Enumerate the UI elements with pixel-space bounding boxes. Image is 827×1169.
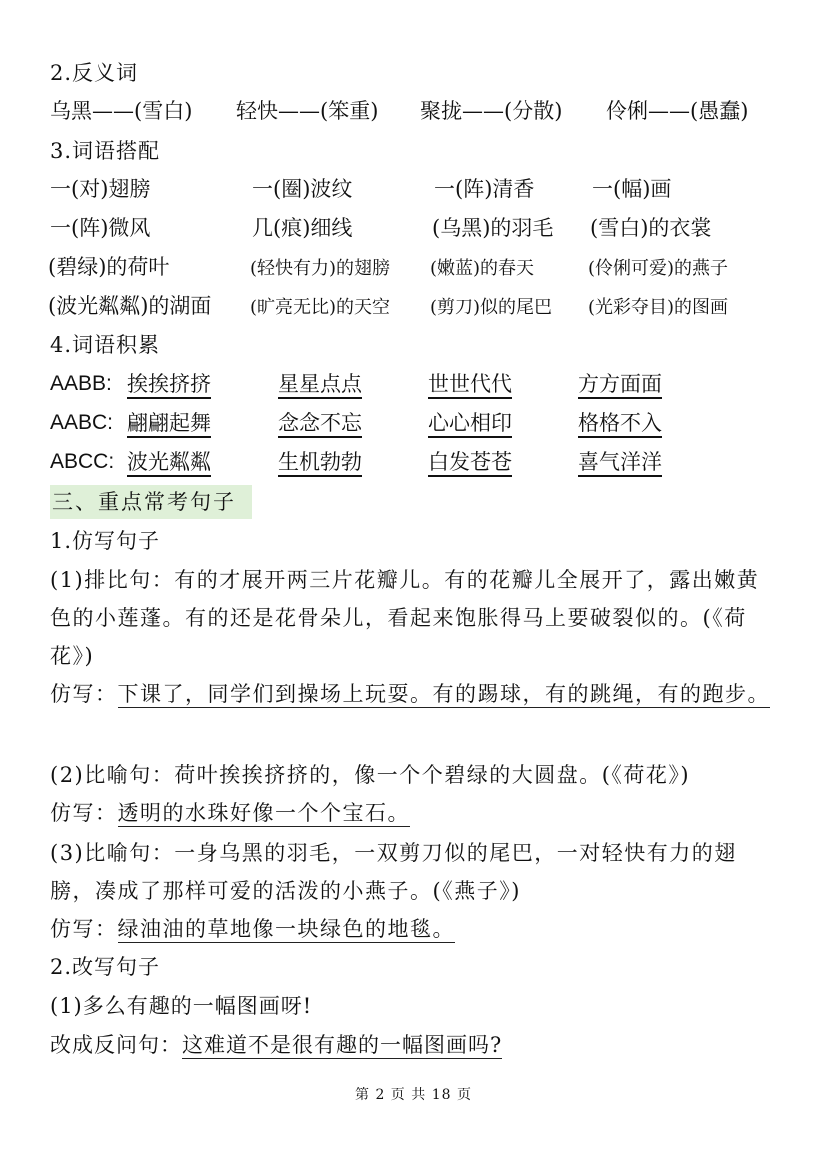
imitation-heading: 1.仿写句子 (50, 529, 161, 553)
rewrite-label: 改成反问句： (50, 1033, 182, 1057)
pattern-word: 格格不入 (578, 411, 662, 435)
pattern-word: 心心相印 (428, 411, 512, 435)
rewrite-answer: 这难道不是很有趣的一幅图画吗? (182, 1033, 503, 1057)
imitation-answer: 绿油油的草地像一块绿色的地毯。 (117, 917, 455, 941)
pattern-label: ABCC: (50, 450, 115, 473)
pattern-label: AABC: (50, 411, 114, 434)
imitation-answer: 下课了，同学们到操场上玩耍。有的踢球，有的跳绳，有的跑步。 (117, 682, 770, 706)
collocation-item: (光彩夺目)的图画 (588, 297, 729, 318)
imitation-label: 仿写： (50, 682, 118, 706)
section-title: 三、重点常考句子 (50, 485, 252, 519)
collocation-item: (剪刀)似的尾巴 (430, 297, 553, 318)
collocation-item: (嫩蓝)的春天 (430, 258, 535, 279)
sentence-parallel (50, 561, 778, 713)
sentence-metaphor-2 (50, 834, 778, 948)
page-footer: 第 2 页 共 18 页 (355, 1087, 472, 1103)
antonym-item: 轻快——(笨重) (236, 99, 379, 123)
pattern-word: 波光粼粼 (127, 450, 211, 474)
pattern-label: AABB: (50, 372, 112, 395)
collocation-item: (乌黑)的羽毛 (432, 216, 554, 240)
rewrite-heading: 2.改写句子 (50, 955, 161, 979)
collocation-item: (伶俐可爱)的燕子 (588, 258, 729, 279)
collocation-item: 几(痕)细线 (252, 216, 353, 240)
pattern-word: 生机勃勃 (278, 450, 362, 474)
collocation-item: 一(阵)微风 (50, 216, 151, 240)
pattern-word: 喜气洋洋 (578, 450, 662, 474)
accumulation-heading: 4.词语积累 (50, 333, 161, 357)
collocation-item: (旷亮无比)的天空 (250, 297, 391, 318)
antonym-item: 伶俐——(愚蠢) (606, 99, 749, 123)
collocation-item: (雪白)的衣裳 (590, 216, 712, 240)
collocation-item: 一(对)翅膀 (50, 177, 151, 201)
collocation-item: (波光粼粼)的湖面 (48, 294, 212, 318)
pattern-word: 世世代代 (428, 372, 512, 396)
collocation-item: 一(阵)清香 (434, 177, 535, 201)
imitation-label: 仿写： (50, 801, 118, 825)
collocation-heading: 3.词语搭配 (50, 139, 161, 163)
sentence-text: (3)比喻句：一身乌黑的羽毛，一双剪刀似的尾巴，一对轻快有力的翅膀，凑成了那样可爱的活泼的小燕子。(《燕子》) (50, 841, 737, 903)
collocation-item: 一(幅)画 (592, 177, 672, 201)
imitation-label: 仿写： (50, 917, 118, 941)
pattern-word: 方方面面 (578, 372, 662, 396)
pattern-word: 翩翩起舞 (127, 411, 211, 435)
antonym-item: 乌黑——(雪白) (50, 99, 193, 123)
pattern-word: 白发苍苍 (428, 450, 512, 474)
collocation-item: 一(圈)波纹 (252, 177, 353, 201)
sentence-text: (2)比喻句：荷叶挨挨挤挤的，像一个个碧绿的大圆盘。(《荷花》) (50, 763, 691, 787)
pattern-word: 挨挨挤挤 (127, 372, 211, 396)
collocation-item: (碧绿)的荷叶 (48, 255, 170, 279)
collocation-item: (轻快有力)的翅膀 (250, 258, 391, 279)
sentence-text: (1)排比句：有的才展开两三片花瓣儿。有的花瓣儿全展开了，露出嫩黄色的小莲蓬。有的还是花骨朵儿，看起来饱胀得马上要破裂似的。(《荷花》) (50, 568, 760, 668)
pattern-word: 念念不忘 (278, 411, 362, 435)
antonyms-heading: 2.反义词 (50, 61, 139, 85)
rewrite-question: (1)多么有趣的一幅图画呀! (50, 994, 313, 1018)
pattern-word: 星星点点 (278, 372, 362, 396)
rewrite-answer-line (50, 1030, 502, 1060)
imitation-answer: 透明的水珠好像一个个宝石。 (117, 801, 410, 825)
sentence-metaphor-1 (50, 756, 778, 832)
antonym-item: 聚拢——(分散) (420, 99, 563, 123)
